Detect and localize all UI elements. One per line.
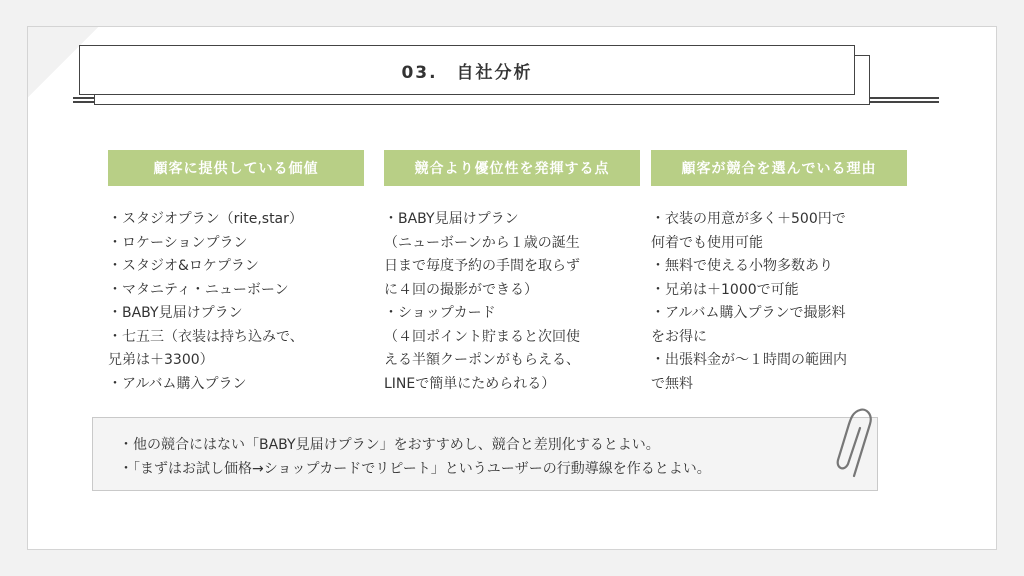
- summary-line: ・他の競合にはない「BABY見届けプラン」をおすすめし、競合と差別化するとよい。: [119, 437, 660, 453]
- column-value: [108, 150, 364, 396]
- column-header: 顧客に提供している価値: [108, 150, 364, 186]
- list-item: ・無料で使える小物多数あり: [651, 258, 833, 274]
- list-item: ・衣装の用意が多く＋500円で: [651, 211, 846, 227]
- list-item: 何着でも使用可能: [651, 234, 763, 251]
- column-header: 顧客が競合を選んでいる理由: [651, 150, 907, 186]
- list-item: LINEで簡単にためられる）: [384, 375, 556, 392]
- column-advantage: [384, 150, 640, 396]
- title-right-line-2: [869, 101, 939, 103]
- list-item: ・兄弟は＋1000で可能: [651, 281, 799, 298]
- paperclip-icon: [832, 404, 872, 484]
- list-item: ・ショップカード: [384, 305, 496, 321]
- list-item: をお得に: [651, 328, 707, 345]
- list-item: ・スタジオプラン（rite,star）: [108, 211, 303, 227]
- list-item: に４回の撮影ができる）: [384, 281, 538, 298]
- list-item: える半額クーポンがもらえる、: [384, 352, 580, 368]
- list-item: ・BABY見届けプラン: [384, 211, 519, 227]
- column-items: [384, 208, 640, 396]
- list-item: 兄弟は＋3300）: [108, 352, 214, 368]
- list-item: ・ロケーションプラン: [108, 234, 248, 251]
- list-item: 日まで毎度予約の手間を取らず: [384, 258, 580, 274]
- column-items: [651, 208, 907, 396]
- list-item: で無料: [651, 375, 693, 392]
- list-item: ・BABY見届けプラン: [108, 305, 243, 321]
- page-title: 03. 自社分析: [79, 45, 855, 95]
- list-item: （ニューボーンから１歳の誕生: [384, 234, 580, 251]
- summary-box: [92, 417, 878, 491]
- list-item: ・スタジオ&ロケプラン: [108, 258, 259, 274]
- column-competitor-reasons: [651, 150, 907, 396]
- title-right-line: [869, 97, 939, 99]
- list-item: ・七五三（衣装は持ち込みで、: [108, 328, 304, 345]
- list-item: ・アルバム購入プラン: [108, 375, 247, 392]
- column-items: [108, 208, 364, 396]
- list-item: ・マタニティ・ニューボーン: [108, 281, 289, 298]
- list-item: ・アルバム購入プランで撮影料: [651, 305, 846, 321]
- list-item: （４回ポイント貯まると次回使: [384, 328, 580, 345]
- title-area: [79, 45, 909, 135]
- summary-line: ・「まずはお試し価格→ショップカードでリピート」というユーザーの行動導線を作るとよい。: [119, 461, 711, 477]
- column-header: 競合より優位性を発揮する点: [384, 150, 640, 186]
- list-item: ・出張料金が〜１時間の範囲内: [651, 352, 847, 368]
